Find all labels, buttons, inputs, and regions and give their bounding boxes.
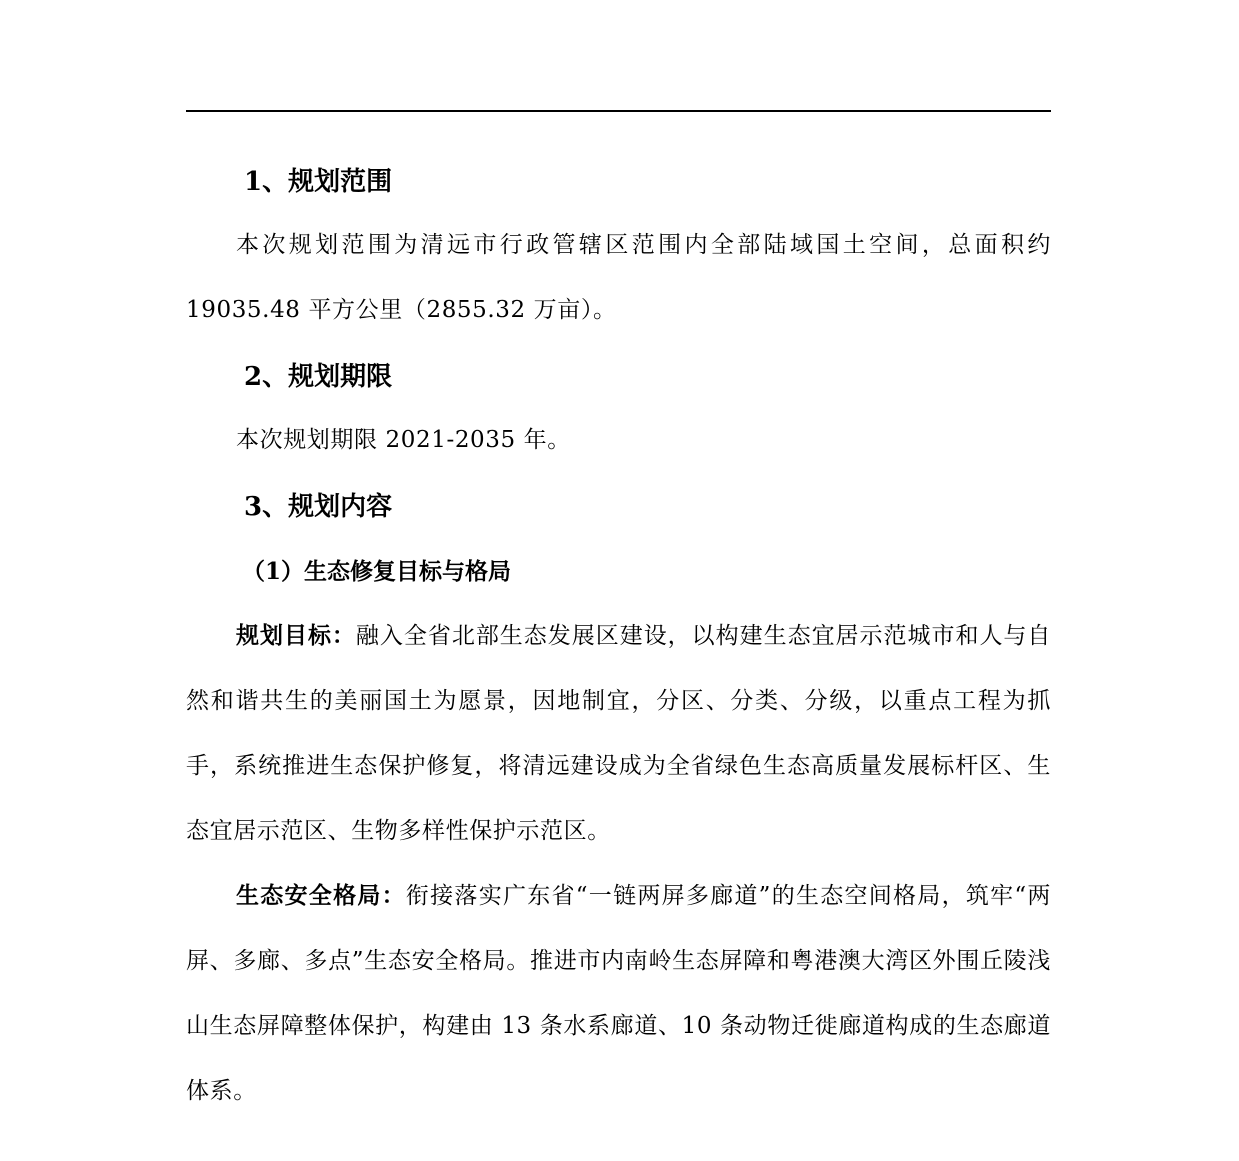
section-heading-period: 2、规划期限 — [244, 362, 393, 392]
period-paragraph: 本次规划期限 2021-2035 年。 — [236, 427, 571, 453]
goal-label: 规划目标： — [236, 622, 356, 649]
section-heading-content: 3、规划内容 — [244, 492, 393, 522]
goal-text: 融入全省北部生态发展区建设，以构建生态宜居示范城市和人与自然和谐共生的美丽国土为愿景，因地制宜，分区、分类、分级，以重点工程为抓手，系统推进生态保护修复，将清远建设成为全省绿色生态高质量发展标杆区、生态宜居示范区、生物多样性保护示范区。 — [186, 623, 1052, 844]
subsection-heading-ecology: （1）生态修复目标与格局 — [242, 558, 512, 585]
goal-paragraph — [186, 603, 1051, 864]
pattern-label: 生态安全格局： — [236, 882, 406, 909]
section-heading-scope: 1、规划范围 — [244, 167, 393, 197]
pattern-paragraph — [186, 863, 1051, 1124]
pattern-text: 衔接落实广东省“一链两屏多廊道”的生态空间格局，筑牢“两屏、多廊、多点”生态安全格局。推进市内南岭生态屏障和粤港澳大湾区外围丘陵浅山生态屏障整体保护，构建由 13 条水系廊道、10 条动物迁徙廊道构成的生态廊道体系。 — [186, 883, 1052, 1104]
header-rule — [186, 110, 1051, 112]
scope-paragraph: 本次规划范围为清远市行政管辖区范围内全部陆域国土空间，总面积约19035.48 平方公里（2855.32 万亩）。 — [186, 232, 1051, 323]
